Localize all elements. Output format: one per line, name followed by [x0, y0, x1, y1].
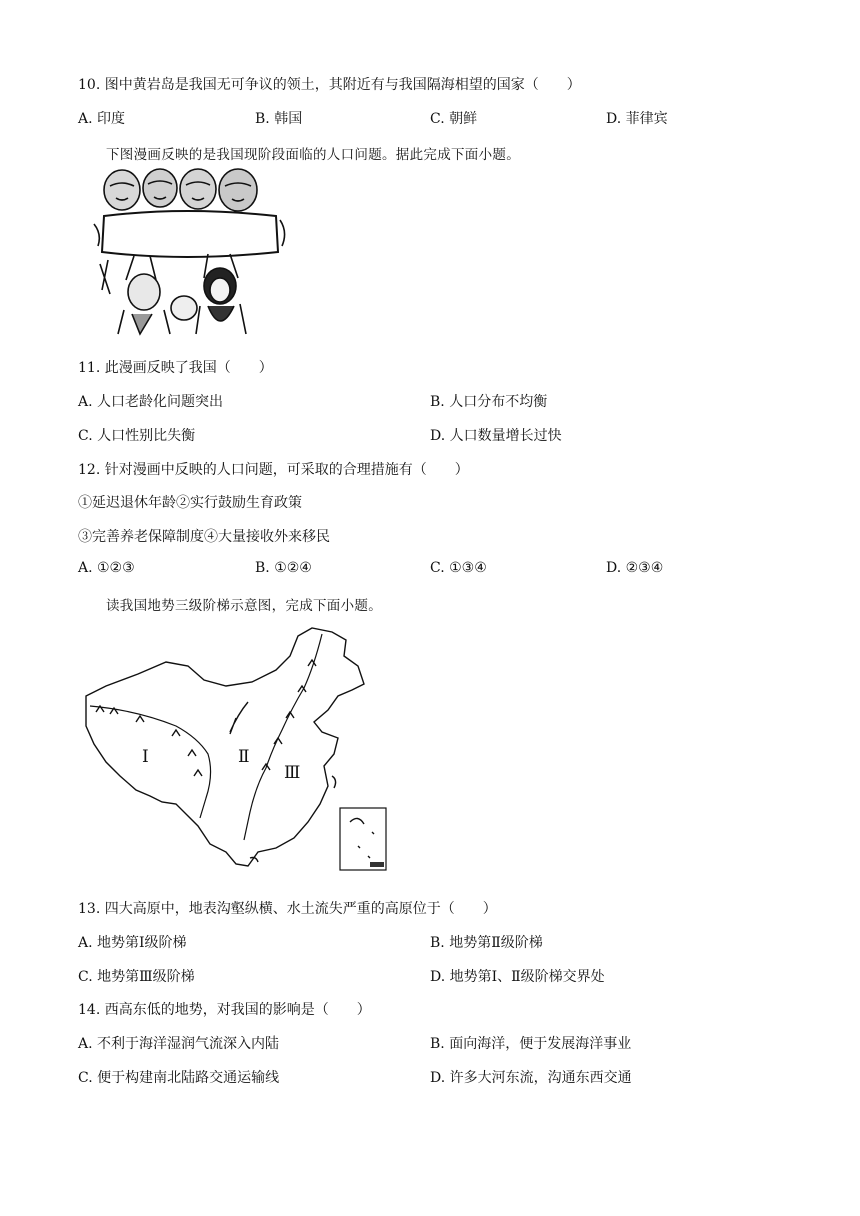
q14-option-c: C. 便于构建南北陆路交通运输线 — [78, 1070, 280, 1086]
q12-option-c: C. ①③④ — [430, 560, 487, 576]
q14-option-d: D. 许多大河东流，沟通东西交通 — [430, 1070, 632, 1086]
q13-option-d: D. 地势第Ⅰ、Ⅱ级阶梯交界处 — [430, 969, 605, 985]
q13-option-c: C. 地势第Ⅲ级阶梯 — [78, 969, 195, 985]
q14-stem: 14. 西高东低的地势，对我国的影响是（ ） — [78, 1002, 371, 1018]
q10-option-c: C. 朝鲜 — [430, 111, 478, 127]
q11-stem: 11. 此漫画反映了我国（ ） — [78, 360, 273, 376]
q10-option-a: A. 印度 — [78, 111, 126, 127]
step-one-label: Ⅰ — [142, 747, 149, 767]
q11-option-b: B. 人口分布不均衡 — [430, 394, 548, 410]
q12-measures-line1: ①延迟退休年龄②实行鼓励生育政策 — [78, 495, 302, 511]
q13-option-b: B. 地势第Ⅱ级阶梯 — [430, 935, 543, 951]
q12-option-b: B. ①②④ — [255, 560, 312, 576]
q13-option-a: A. 地势第Ⅰ级阶梯 — [78, 935, 187, 951]
q12-option-d: D. ②③④ — [606, 560, 664, 576]
q10-option-d: D. 菲律宾 — [606, 111, 668, 127]
china-terrain-steps-map — [76, 626, 406, 874]
population-aging-cartoon — [80, 168, 290, 336]
q10-stem: 10. 图中黄岩岛是我国无可争议的领土，其附近有与我国隔海相望的国家（ ） — [78, 77, 581, 93]
q12-stem: 12. 针对漫画中反映的人口问题，可采取的合理措施有（ ） — [78, 462, 469, 478]
step-two-label: Ⅱ — [238, 747, 250, 767]
q12-option-a: A. ①②③ — [78, 560, 135, 576]
q10-option-b: B. 韩国 — [255, 111, 303, 127]
map-intro: 读我国地势三级阶梯示意图，完成下面小题。 — [106, 598, 382, 614]
step-three-label: Ⅲ — [284, 763, 301, 783]
q11-option-c: C. 人口性别比失衡 — [78, 428, 196, 444]
q13-stem: 13. 四大高原中，地表沟壑纵横、水土流失严重的高原位于（ ） — [78, 901, 497, 917]
q14-option-a: A. 不利于海洋湿润气流深入内陆 — [78, 1036, 280, 1052]
q11-option-a: A. 人口老龄化问题突出 — [78, 394, 224, 410]
cartoon-intro: 下图漫画反映的是我国现阶段面临的人口问题。据此完成下面小题。 — [106, 147, 520, 163]
q11-option-d: D. 人口数量增长过快 — [430, 428, 562, 444]
q14-option-b: B. 面向海洋，便于发展海洋事业 — [430, 1036, 632, 1052]
q12-measures-line2: ③完善养老保障制度④大量接收外来移民 — [78, 529, 330, 545]
